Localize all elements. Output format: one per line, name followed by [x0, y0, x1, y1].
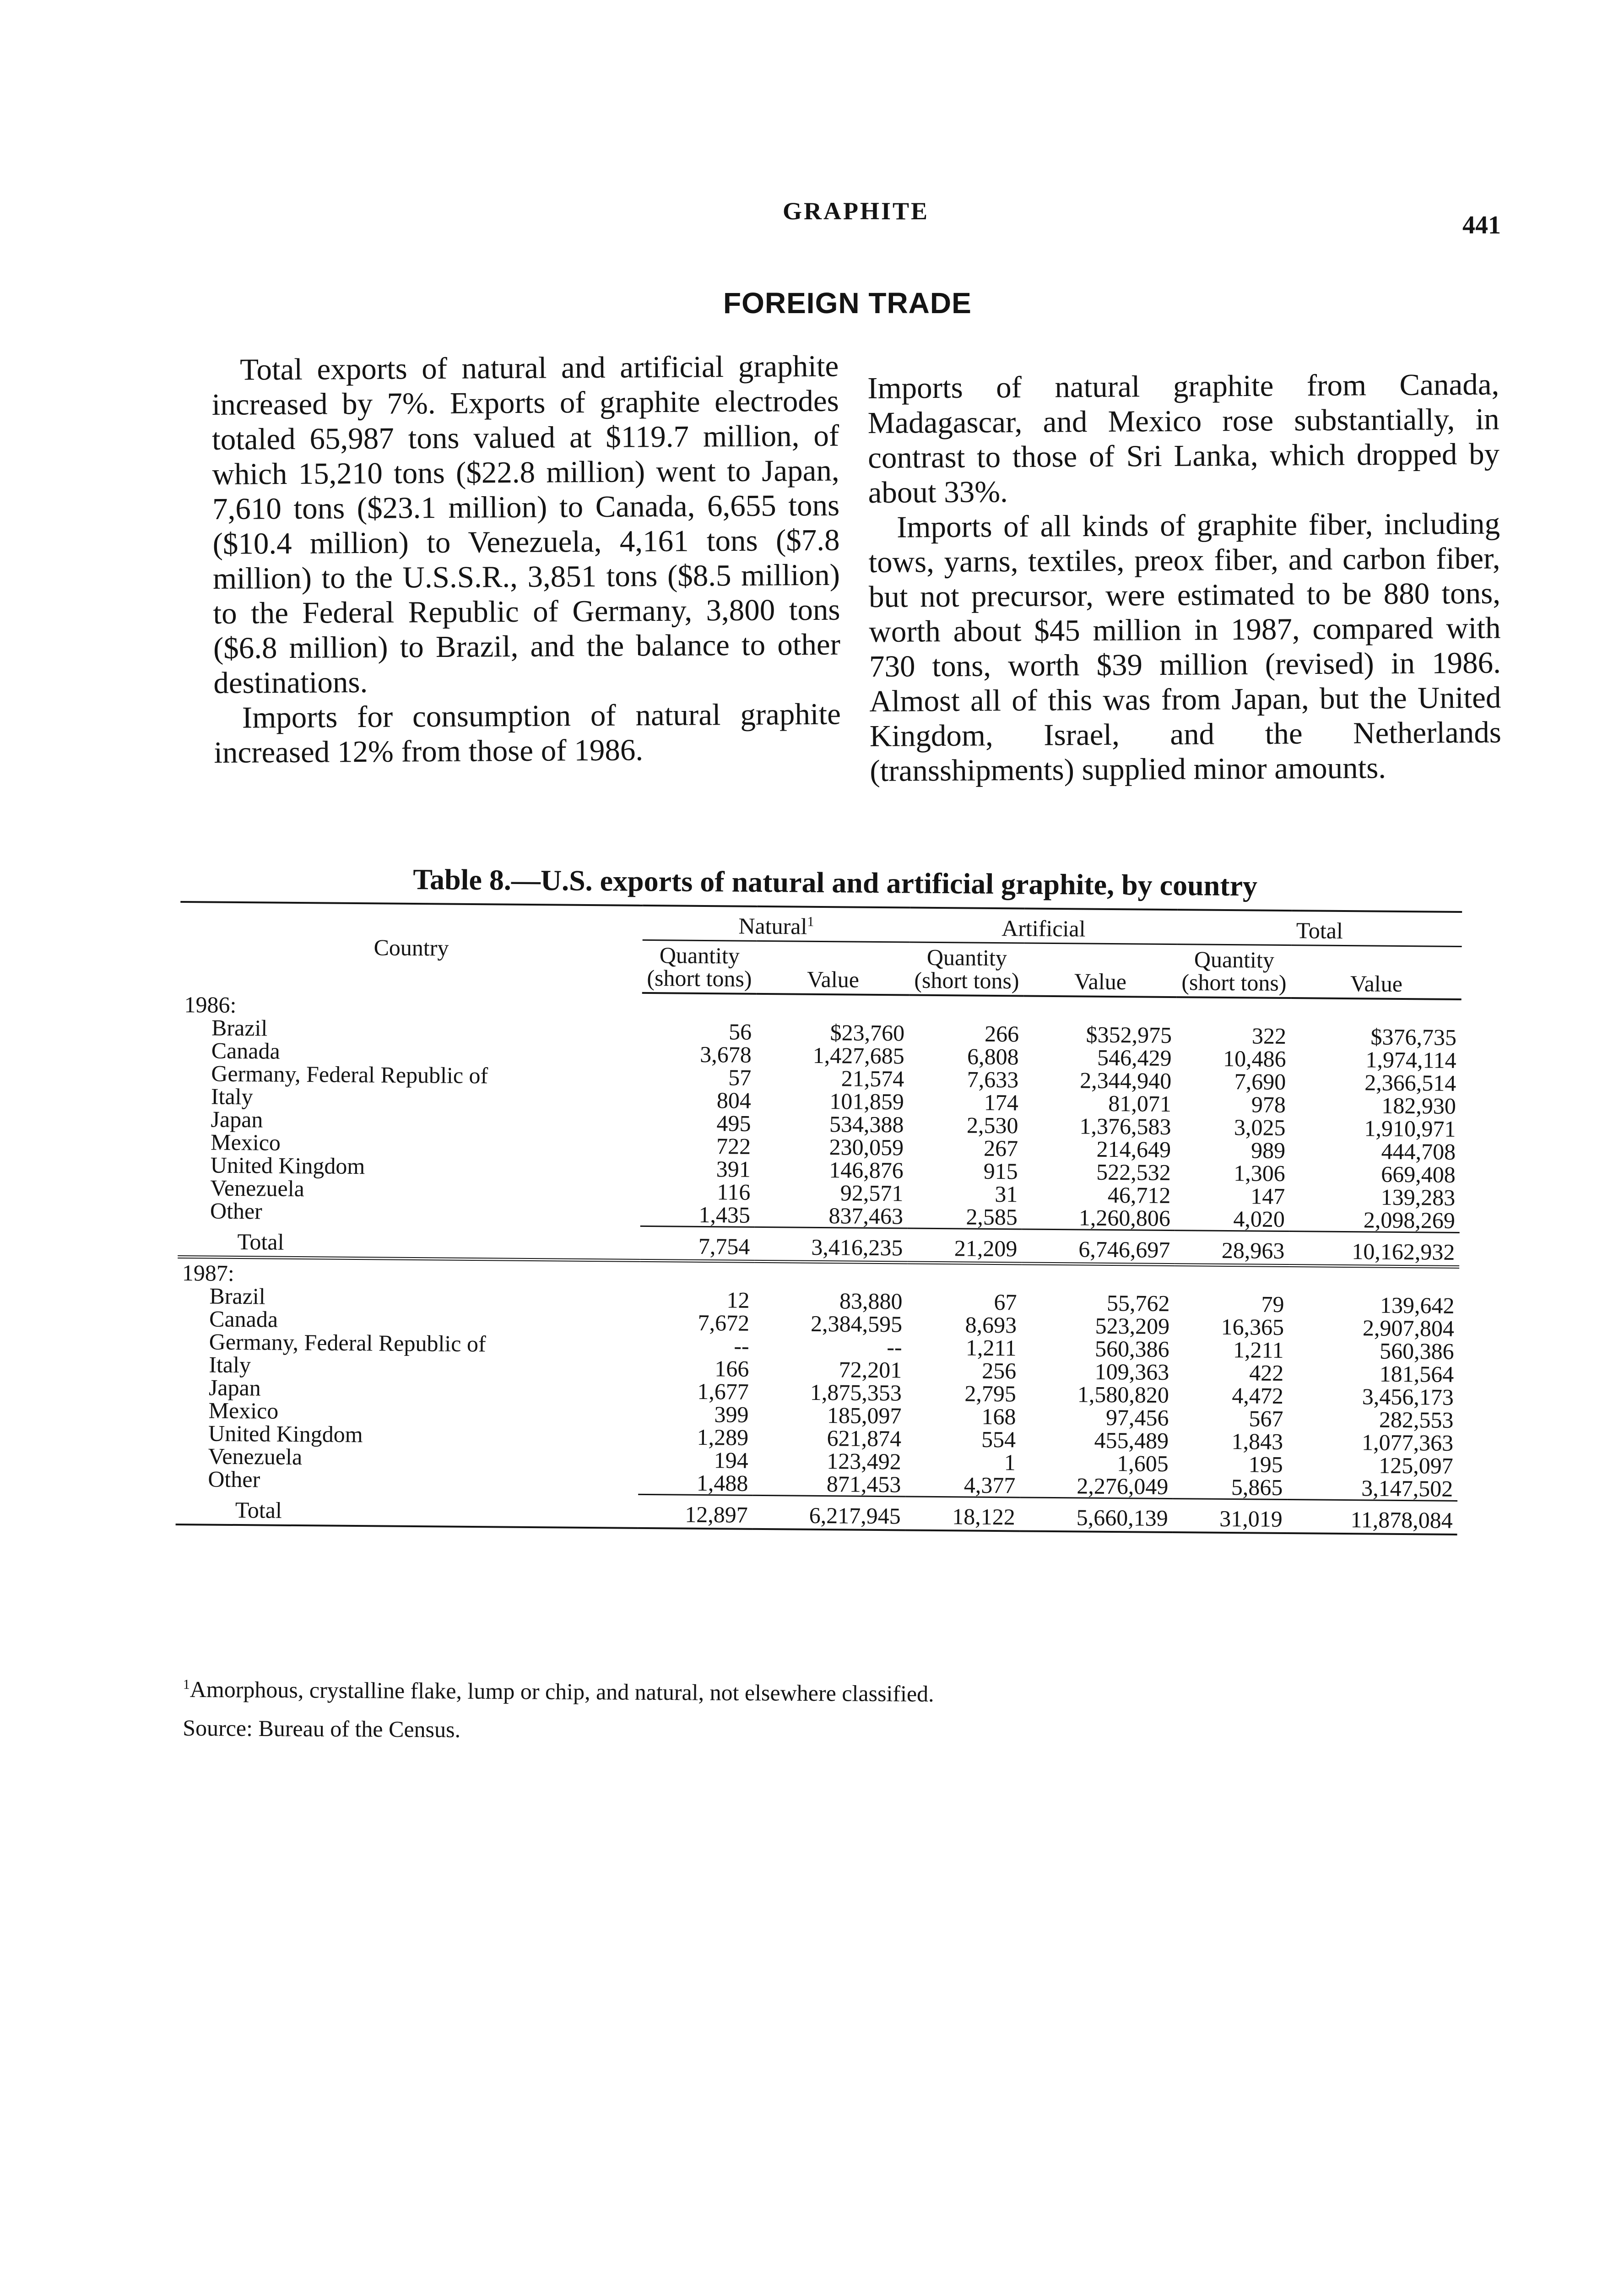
country-label: Other	[210, 1198, 263, 1224]
country-label: United Kingdom	[208, 1420, 363, 1447]
artificial-value-cell: 81,071	[1108, 1090, 1172, 1117]
total-value-cell: 2,098,269	[1363, 1206, 1456, 1233]
total-value-cell: 669,408	[1380, 1161, 1456, 1188]
natural-value-cell: 1,427,685	[812, 1042, 904, 1069]
total-value-cell: 1,974,114	[1365, 1047, 1456, 1073]
header-total: Total	[1177, 910, 1462, 946]
left-column	[211, 349, 841, 770]
country-label: United Kingdom	[210, 1152, 365, 1179]
header-artificial: Artificial	[910, 908, 1178, 944]
natural-quantity-cell: 804	[716, 1087, 752, 1113]
natural-quantity-cell: 12	[726, 1287, 750, 1313]
total-value-cell: 1,910,971	[1364, 1115, 1456, 1142]
country-label: Mexico	[210, 1129, 281, 1155]
natural-value-cell: 92,571	[840, 1179, 904, 1206]
paragraph-imports-sources: Imports of natural graphite from Canada, Madagascar, and Mexico rose substantially, in contrast to those of Sri Lanka, which dropped by about 33%.	[867, 367, 1500, 510]
total-value-cell: 2,366,514	[1364, 1069, 1456, 1096]
natural-quantity-cell: 56	[728, 1019, 752, 1045]
natural-value-cell: 72,201	[839, 1356, 902, 1383]
total-label: Total	[176, 1491, 639, 1528]
artificial-quantity-cell: 2,795	[964, 1380, 1017, 1407]
artificial-quantity-cell: 67	[994, 1289, 1017, 1315]
natural-value-cell: 2,384,595	[810, 1310, 903, 1337]
artificial-quantity-cell: 168	[981, 1403, 1016, 1430]
natural-value-cell: 185,097	[827, 1402, 902, 1429]
country-label: Canada	[211, 1037, 280, 1064]
total-natural-value-cell: 6,217,945	[752, 1495, 906, 1530]
total-value-cell: 2,907,804	[1362, 1314, 1455, 1341]
total-quantity-cell: 1,306	[1233, 1160, 1285, 1186]
total-value-cell: 125,097	[1378, 1452, 1453, 1479]
artificial-value-cell: 523,209	[1095, 1313, 1170, 1339]
total-total-quantity-cell: 31,019	[1173, 1498, 1288, 1533]
total-quantity-cell: 978	[1251, 1091, 1286, 1117]
country-label: Other	[208, 1466, 260, 1492]
natural-quantity-cell: 722	[716, 1133, 751, 1159]
country-label: Venezuela	[208, 1443, 303, 1470]
country-label: Venezuela	[210, 1175, 305, 1201]
natural-value-cell: --	[887, 1334, 902, 1360]
total-quantity-cell: 3,025	[1234, 1114, 1286, 1140]
total-quantity-cell: 422	[1249, 1360, 1284, 1386]
artificial-quantity-cell: 1	[1004, 1449, 1016, 1475]
artificial-value-cell: 2,344,940	[1080, 1067, 1172, 1094]
natural-value-cell: 123,492	[827, 1448, 901, 1475]
natural-value-cell: 146,876	[829, 1156, 904, 1183]
total-value-cell: 182,930	[1381, 1092, 1456, 1119]
header-artificial-value: Value	[1024, 943, 1177, 997]
artificial-value-cell: 546,429	[1097, 1044, 1172, 1071]
paragraph-exports: Total exports of natural and artificial graphite increased by 7%. Exports of graphite electrodes totaled 65,987 tons valued at $119.7 million, of which 15,210 tons ($22.8 million) went to Japan, 7,610 tons ($23.1 million) to Canada, 6,655 tons ($10.4 million) to Venezuela, 4,161 tons ($7.8 million) to the U.S.S.R., 3,851 tons ($8.5 million) to the Federal Republic of Germany, 3,800 tons ($6.8 million) to Brazil, and the balance to other destinations.	[211, 349, 841, 700]
total-quantity-cell: 1,211	[1233, 1336, 1284, 1363]
header-natural-quantity: Quantity (short tons)	[642, 940, 757, 993]
table-notes	[183, 1671, 1465, 1760]
country-label: Germany, Federal Republic of	[209, 1329, 486, 1356]
natural-quantity-cell: 116	[716, 1178, 751, 1205]
natural-quantity-cell: 1,289	[697, 1424, 749, 1450]
total-quantity-cell: 1,843	[1231, 1428, 1283, 1454]
country-name	[176, 1467, 638, 1494]
total-value-cell: 3,456,173	[1362, 1383, 1454, 1410]
table-body	[176, 989, 1462, 1535]
footnote-text: Amorphous, crystalline flake, lump or chip, and natural, not elsewhere classified.	[189, 1676, 934, 1707]
total-total-value-cell: 10,162,932	[1289, 1231, 1460, 1267]
header-total-quantity: Quantity (short tons)	[1177, 944, 1292, 998]
natural-value-cell: 101,859	[829, 1088, 904, 1115]
header-natural-value: Value	[757, 941, 910, 995]
country-label: Mexico	[208, 1397, 279, 1424]
total-quantity-cell: 4,020	[1233, 1205, 1285, 1232]
artificial-quantity-cell: 31	[995, 1181, 1018, 1207]
country-label: Canada	[209, 1306, 278, 1332]
total-value-cell: 444,708	[1381, 1138, 1456, 1165]
natural-quantity-cell: --	[734, 1333, 749, 1359]
total-artificial-quantity-cell: 21,209	[907, 1228, 1022, 1264]
total-quantity-cell: 567	[1249, 1405, 1283, 1432]
total-quantity-cell: 5,865	[1231, 1474, 1283, 1500]
artificial-value-cell: 1,605	[1117, 1450, 1169, 1476]
artificial-quantity-cell: 267	[983, 1135, 1018, 1161]
artificial-quantity-cell: 7,633	[967, 1066, 1019, 1093]
total-quantity-cell: 4,472	[1232, 1382, 1284, 1409]
page-number: 441	[1462, 211, 1501, 239]
footnote	[183, 1671, 1465, 1711]
paragraph-imports: Imports for consumption of natural graphite increased 12% from those of 1986.	[214, 697, 841, 770]
artificial-quantity-cell: 256	[982, 1357, 1017, 1384]
natural-value-cell: 837,463	[828, 1202, 904, 1229]
country-label: Italy	[211, 1083, 253, 1109]
header-total-value: Value	[1291, 945, 1462, 999]
natural-value-cell: 21,574	[841, 1065, 904, 1092]
artificial-value-cell: 46,712	[1107, 1182, 1171, 1208]
total-quantity-cell: 10,486	[1223, 1045, 1286, 1072]
total-quantity-cell: 147	[1250, 1183, 1285, 1209]
source-note: Source: Bureau of the Census.	[183, 1714, 461, 1742]
total-quantity-cell: 16,365	[1221, 1313, 1284, 1340]
artificial-value-cell: $352,975	[1086, 1021, 1172, 1048]
artificial-quantity-cell: 1,211	[965, 1334, 1017, 1361]
year-label: 1986:	[184, 991, 237, 1018]
total-label: Total	[178, 1222, 640, 1260]
natural-value-cell: $23,760	[830, 1019, 905, 1046]
total-value-cell: $376,735	[1370, 1024, 1457, 1050]
artificial-quantity-cell: 8,693	[965, 1312, 1017, 1338]
artificial-value-cell: 214,649	[1096, 1136, 1171, 1162]
total-artificial-value-cell: 5,660,139	[1020, 1497, 1173, 1532]
total-artificial-quantity-cell: 18,122	[905, 1497, 1020, 1531]
exports-table	[176, 901, 1462, 1535]
natural-value-cell: 83,880	[839, 1287, 903, 1314]
artificial-quantity-cell: 174	[984, 1089, 1019, 1116]
table-title: Table 8.—U.S. exports of natural and artificial graphite, by country	[413, 862, 1258, 902]
country-label: Germany, Federal Republic of	[211, 1060, 488, 1088]
total-natural-value-cell: 3,416,235	[754, 1227, 908, 1263]
natural-quantity-cell: 166	[715, 1355, 749, 1382]
natural-value-cell: 230,059	[829, 1134, 904, 1161]
artificial-quantity-cell: 6,808	[967, 1043, 1019, 1070]
natural-quantity-cell: 194	[714, 1447, 748, 1473]
country-label: Italy	[209, 1351, 251, 1378]
right-column	[867, 367, 1502, 788]
country-label: Japan	[208, 1374, 261, 1401]
total-total-quantity-cell: 28,963	[1175, 1230, 1289, 1265]
natural-value-cell: 871,453	[826, 1470, 901, 1497]
artificial-quantity-cell: 4,377	[964, 1472, 1016, 1498]
header-natural-label: Natural	[738, 913, 807, 939]
artificial-value-cell: 2,276,049	[1077, 1473, 1169, 1499]
natural-quantity-cell: 57	[728, 1064, 752, 1090]
total-quantity-cell: 195	[1248, 1451, 1283, 1477]
artificial-value-cell: 97,456	[1105, 1404, 1169, 1431]
natural-quantity-cell: 495	[716, 1110, 751, 1136]
artificial-value-cell: 560,386	[1094, 1335, 1169, 1362]
total-value-cell: 1,077,363	[1361, 1429, 1454, 1456]
artificial-value-cell: 1,376,583	[1079, 1113, 1171, 1139]
total-quantity-cell: 7,690	[1234, 1068, 1286, 1095]
natural-quantity-cell: 3,678	[699, 1041, 752, 1068]
total-artificial-value-cell: 6,746,697	[1022, 1229, 1175, 1265]
header-country: Country	[374, 934, 449, 961]
country-name	[178, 1199, 640, 1226]
section-title: FOREIGN TRADE	[723, 287, 972, 320]
running-title: GRAPHITE	[783, 197, 930, 225]
country-label: Japan	[211, 1106, 263, 1133]
artificial-quantity-cell: 2,530	[966, 1112, 1018, 1139]
natural-value-cell: 1,875,353	[810, 1379, 902, 1406]
exports-table-section	[176, 861, 1462, 1535]
natural-quantity-cell: 1,677	[697, 1378, 749, 1405]
natural-value-cell: 621,874	[827, 1425, 902, 1452]
artificial-value-cell: 522,532	[1096, 1159, 1171, 1185]
artificial-value-cell: 455,489	[1094, 1427, 1169, 1454]
total-value-cell: 139,642	[1380, 1292, 1455, 1318]
natural-quantity-cell: 1,488	[696, 1470, 748, 1496]
total-total-value-cell: 11,878,084	[1287, 1499, 1458, 1534]
footnote-mark: 1	[183, 1676, 190, 1692]
year-label: 1987:	[182, 1259, 235, 1286]
natural-quantity-cell: 1,435	[698, 1201, 751, 1228]
natural-quantity-cell: 391	[716, 1155, 751, 1182]
artificial-value-cell: 1,260,806	[1078, 1204, 1171, 1231]
artificial-quantity-cell: 2,585	[966, 1204, 1018, 1230]
total-value-cell: 560,386	[1379, 1338, 1454, 1364]
total-value-cell: 282,553	[1379, 1406, 1454, 1433]
country-label: Brazil	[211, 1014, 268, 1041]
artificial-value-cell: 109,363	[1094, 1358, 1169, 1385]
total-natural-quantity-cell: 7,754	[640, 1226, 755, 1261]
total-value-cell: 181,564	[1379, 1361, 1454, 1387]
artificial-quantity-cell: 915	[983, 1158, 1018, 1184]
natural-quantity-cell: 7,672	[698, 1309, 750, 1336]
header-natural-footnote-mark: 1	[807, 914, 814, 929]
total-value-cell: 139,283	[1380, 1184, 1456, 1210]
paragraph-graphite-fiber: Imports of all kinds of graphite fiber, including tows, yarns, textiles, preox fiber, and carbon fiber, but not precursor, were estimated to be 880 tons, worth about $45 million in 1987, compared with 730 tons, worth $39 million (revised) in 1986. Almost all of this was from Japan, but the United Kingdom, Israel, and the Netherlands (transshipments) supplied minor amounts.	[868, 506, 1502, 788]
artificial-quantity-cell: 554	[981, 1426, 1016, 1453]
artificial-value-cell: 1,580,820	[1077, 1381, 1169, 1408]
header-natural	[643, 906, 910, 942]
artificial-value-cell: 55,762	[1106, 1290, 1170, 1316]
total-natural-quantity-cell: 12,897	[638, 1494, 753, 1529]
artificial-quantity-cell: 266	[984, 1020, 1019, 1047]
total-quantity-cell: 79	[1261, 1291, 1284, 1317]
natural-quantity-cell: 399	[714, 1401, 749, 1427]
total-quantity-cell: 322	[1251, 1023, 1287, 1049]
header-artificial-quantity: Quantity (short tons)	[909, 942, 1024, 996]
running-header	[0, 197, 1624, 239]
total-value-cell: 3,147,502	[1361, 1475, 1453, 1502]
total-quantity-cell: 989	[1250, 1137, 1286, 1163]
country-label: Brazil	[209, 1283, 265, 1309]
natural-value-cell: 534,388	[829, 1111, 904, 1138]
